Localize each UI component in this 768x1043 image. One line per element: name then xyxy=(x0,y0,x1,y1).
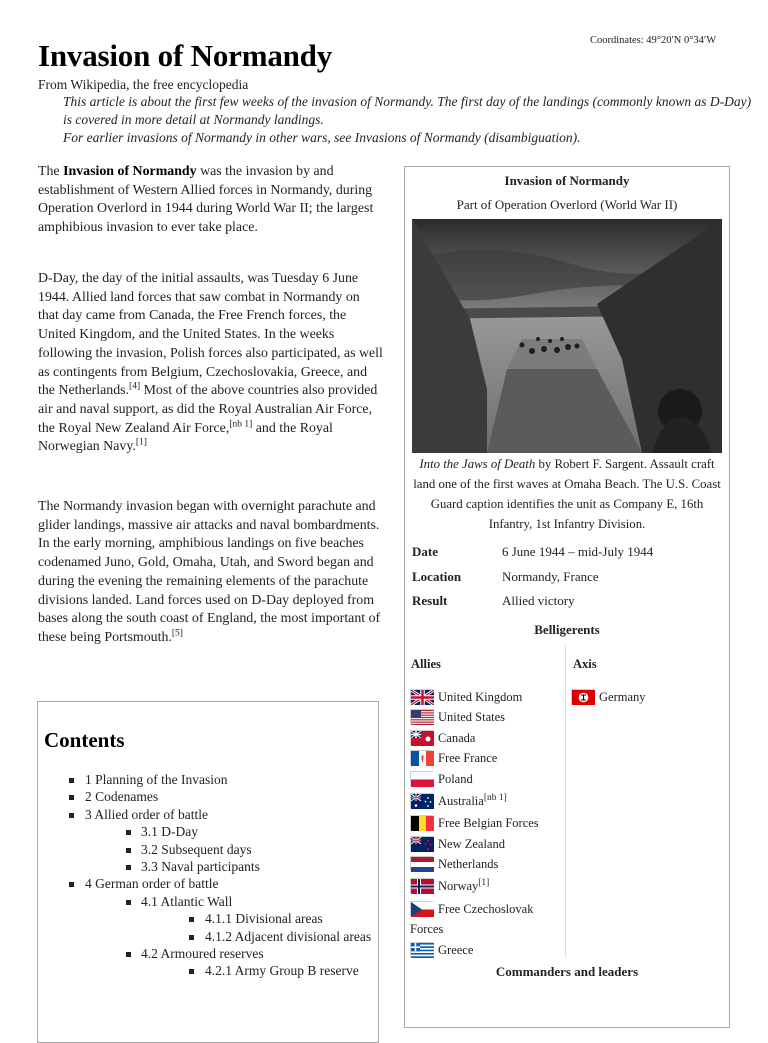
belligerent-name[interactable]: United Kingdom xyxy=(438,690,523,704)
belligerent-name[interactable]: United States xyxy=(438,710,506,724)
reference-link[interactable]: [5] xyxy=(171,628,183,639)
toc-item-label[interactable]: 4.1.1 Divisional areas xyxy=(205,911,323,927)
text: was the invasion by and establishment of Western Allied forces in Normandy, during Operation Overlord in 1944 during World War II; the largest amphibious invasion to ever take place. xyxy=(38,164,374,236)
freefrance-flag-icon[interactable] xyxy=(410,750,433,765)
toc-item[interactable] xyxy=(38,928,378,945)
toc-item[interactable] xyxy=(38,962,378,979)
text: Most of the above countries also provided air and naval support, as did the Royal Australian Air Force, the Royal New Zealand Air Force, xyxy=(38,383,378,436)
belligerent-name[interactable]: Greece xyxy=(438,943,474,957)
toc-item[interactable] xyxy=(38,858,378,875)
caption-text: by Robert F. Sargent. Assault craft land one of the first waves at Omaha Beach. The U.S. Coast Guard caption identifies the unit as Company E, 16th Infantry, 1st Infantry Division. xyxy=(413,457,721,531)
belligerent-item xyxy=(410,687,522,707)
column-divider xyxy=(565,645,566,957)
commanders-heading: Commanders and leaders xyxy=(495,964,639,979)
uk-flag-icon[interactable] xyxy=(410,689,433,704)
germany-flag-icon[interactable] xyxy=(571,689,594,704)
page-title: Invasion of Normandy xyxy=(38,38,332,73)
infobox-row-value[interactable]: Allied victory xyxy=(502,593,575,608)
belligerent-name[interactable]: Netherlands xyxy=(438,857,499,871)
bullet-icon xyxy=(189,917,194,922)
reference-link[interactable]: [nb 1] xyxy=(483,792,507,803)
bullet-icon xyxy=(126,830,131,835)
toc-item-label[interactable]: 3 Allied order of battle xyxy=(85,806,208,822)
toc-item[interactable] xyxy=(38,771,378,788)
belligerent-item xyxy=(410,899,560,939)
belgium-flag-icon[interactable] xyxy=(410,815,433,830)
text: D-Day, the day of the initial assaults, was Tuesday 6 June 1944. Allied land forces that saw combat in Normandy on that day came from Canada, the Free French forces, the United Kingdom, and the United States. In the weeks following the invasion, Polish forces also participated, as well as contingents from Belgium, Czechoslovakia, Greece, and the Netherlands. xyxy=(38,271,383,399)
australia-flag-icon[interactable] xyxy=(410,793,433,808)
canada-flag-icon[interactable] xyxy=(410,730,433,745)
toc-item[interactable] xyxy=(38,893,378,910)
hatnote xyxy=(63,93,753,147)
toc-heading: Contents xyxy=(44,728,125,752)
caption-title[interactable]: Into the Jaws of Death xyxy=(419,457,536,471)
belligerent-name[interactable]: New Zealand xyxy=(438,837,505,851)
tagline: From Wikipedia, the free encyclopedia xyxy=(38,77,249,92)
toc-item-label[interactable]: 3.1 D-Day xyxy=(141,824,198,840)
belligerent-item xyxy=(410,834,505,854)
bullet-icon xyxy=(69,882,74,887)
belligerent-item xyxy=(410,854,498,874)
bullet-icon xyxy=(69,778,74,783)
infobox-row-key: Date xyxy=(412,544,438,559)
czech-flag-icon[interactable] xyxy=(410,901,433,916)
belligerent-name[interactable]: Free France xyxy=(438,751,498,765)
belligerent-name[interactable]: Free Belgian Forces xyxy=(438,816,539,830)
belligerent-item xyxy=(571,687,646,707)
toc-item-label[interactable]: 4.2 Armoured reserves xyxy=(141,945,264,961)
toc-item-label[interactable]: 4.1 Atlantic Wall xyxy=(141,893,233,909)
bullet-icon xyxy=(126,848,131,853)
intro-paragraph xyxy=(38,163,383,238)
reference-link[interactable]: [4] xyxy=(129,381,141,392)
toc-item-label[interactable]: 3.2 Subsequent days xyxy=(141,841,252,857)
belligerent-item xyxy=(410,728,475,748)
text: The xyxy=(38,164,64,179)
belligerent-name[interactable]: Canada xyxy=(438,731,476,745)
belligerent-item xyxy=(410,876,489,896)
belligerent-item xyxy=(410,769,473,789)
belligerent-name[interactable]: Free Czechoslovak Forces xyxy=(410,902,534,936)
toc-item-label[interactable]: 4 German order of battle xyxy=(85,876,219,892)
bullet-icon xyxy=(189,935,194,940)
toc-item-label[interactable]: 4.1.2 Adjacent divisional areas xyxy=(205,928,372,944)
toc-item[interactable] xyxy=(38,788,378,805)
allies-heading: Allies xyxy=(411,657,441,671)
invasion-paragraph xyxy=(38,498,383,648)
poland-flag-icon[interactable] xyxy=(410,771,433,786)
beach-landing-photo[interactable] xyxy=(412,219,722,453)
infobox xyxy=(404,166,730,1028)
table-of-contents xyxy=(37,701,379,1043)
reference-link[interactable]: [1] xyxy=(135,437,147,448)
belligerent-name[interactable]: Germany xyxy=(599,690,646,704)
bullet-icon xyxy=(126,900,131,905)
reference-link[interactable]: [nb 1] xyxy=(229,419,253,429)
hatnote-line[interactable]: This article is about the first few weeks of the invasion of Normandy. The first day of the landings (commonly known as D-Day) is covered in more detail at Normandy landings. xyxy=(63,94,752,127)
toc-item-label[interactable]: 3.3 Naval participants xyxy=(141,858,260,874)
toc-item[interactable] xyxy=(38,910,378,927)
us-flag-icon[interactable] xyxy=(410,709,433,724)
text: and the Royal Norwegian Navy. xyxy=(38,420,333,455)
bold-term: Invasion of Normandy xyxy=(63,164,197,179)
bullet-icon xyxy=(69,813,74,818)
toc-item[interactable] xyxy=(38,823,378,840)
toc-item-label[interactable]: 1 Planning of the Invasion xyxy=(85,772,228,787)
belligerent-item xyxy=(410,748,497,768)
toc-item[interactable] xyxy=(38,841,378,858)
reference-link[interactable]: [1] xyxy=(478,877,490,888)
bullet-icon xyxy=(69,795,74,800)
hatnote-line[interactable]: For earlier invasions of Normandy in other wars, see Invasions of Normandy (disambiguation). xyxy=(63,130,581,145)
infobox-caption xyxy=(409,454,725,534)
belligerent-name[interactable]: Norway xyxy=(438,879,479,893)
axis-heading: Axis xyxy=(573,657,597,671)
greece-flag-icon[interactable] xyxy=(410,942,433,957)
infobox-row-value: 6 June 1944 – mid-July 1944 xyxy=(502,544,654,559)
toc-item[interactable] xyxy=(38,875,378,892)
belligerent-name[interactable]: Australia xyxy=(438,794,484,808)
belligerent-name[interactable]: Poland xyxy=(438,772,473,786)
coordinates[interactable]: Coordinates: 49°20′N 0°34′W xyxy=(590,35,717,46)
belligerent-item xyxy=(410,707,505,727)
bullet-icon xyxy=(126,952,131,957)
belligerent-item xyxy=(410,940,473,960)
infobox-subtitle[interactable]: Part of Operation Overlord (World War II) xyxy=(456,197,678,212)
dday-paragraph xyxy=(38,270,383,457)
belligerent-item xyxy=(410,791,507,811)
belligerent-item xyxy=(410,813,539,833)
bullet-icon xyxy=(189,969,194,974)
toc-item[interactable] xyxy=(38,806,378,823)
norway-flag-icon[interactable] xyxy=(410,878,433,893)
netherlands-flag-icon[interactable] xyxy=(410,856,433,871)
toc-list xyxy=(38,771,378,980)
text: The Normandy invasion began with overnight parachute and glider landings, massive air attacks and naval bombardments. In the early morning, amphibious landings on five beaches codenamed Juno, Gold, Omaha, Utah, and Sword began and during the evening the remaining elements of the parachute divisions landed. Land forces used on D-Day deployed from bases along the south coast of England, the most important of these being Portsmouth. xyxy=(38,499,381,645)
belligerents-heading: Belligerents xyxy=(534,622,600,637)
infobox-row-key: Location xyxy=(412,569,462,584)
nz-flag-icon[interactable] xyxy=(410,836,433,851)
infobox-row-key: Result xyxy=(412,593,448,608)
toc-item[interactable] xyxy=(38,945,378,962)
infobox-title: Invasion of Normandy xyxy=(504,173,630,188)
bullet-icon xyxy=(126,865,131,870)
toc-item-label[interactable]: 4.2.1 Army Group B reserve xyxy=(205,963,359,979)
toc-item-label[interactable]: 2 Codenames xyxy=(85,789,159,805)
infobox-row-value[interactable]: Normandy, France xyxy=(502,569,599,584)
